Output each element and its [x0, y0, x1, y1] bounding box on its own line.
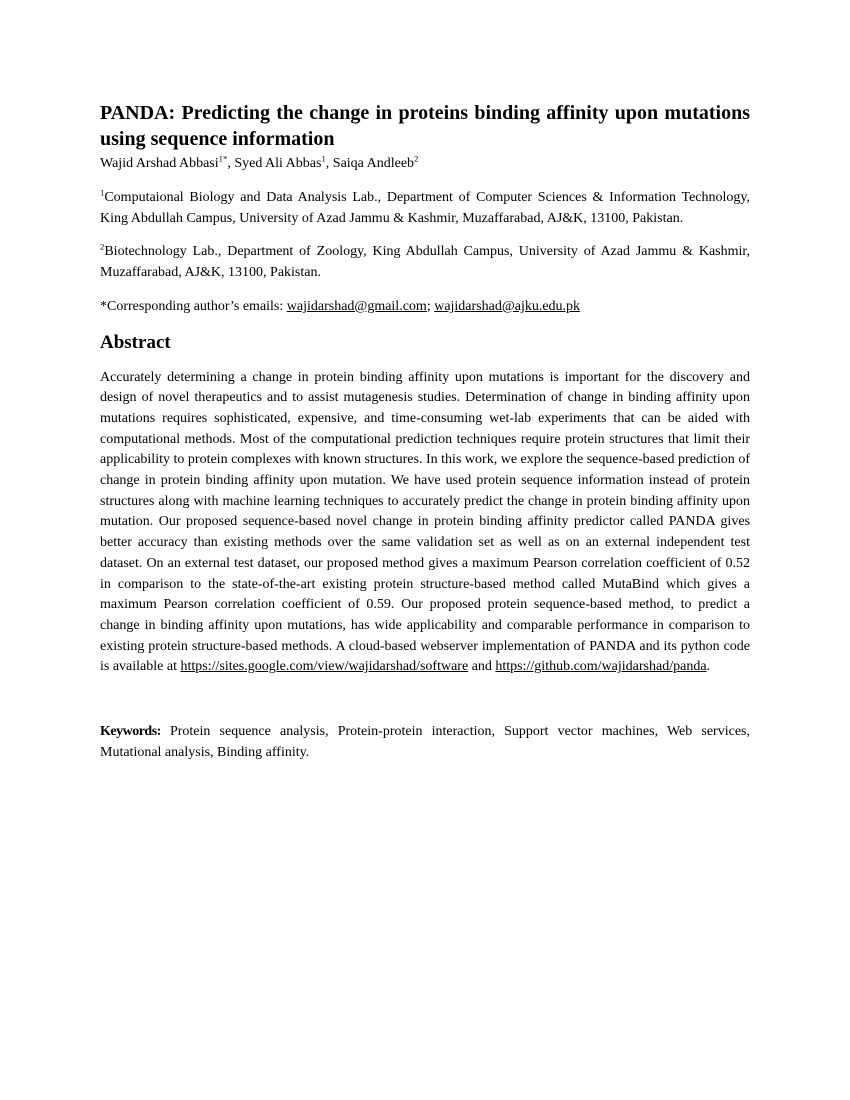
- author-name-3: Saiqa Andleeb: [332, 156, 415, 171]
- author-name-2: Syed Ali Abbas: [234, 156, 322, 171]
- keywords-text: Protein sequence analysis, Protein-protein interaction, Support vector machines, Web services, Mutational analysis, Binding affinity.: [100, 724, 750, 760]
- email-link-ajku[interactable]: wajidarshad@ajku.edu.pk: [434, 298, 581, 314]
- keywords-line: [100, 722, 750, 763]
- author-superscript-3: 2: [414, 153, 419, 164]
- corresponding-author-line: [100, 297, 750, 318]
- abstract-heading: Abstract: [100, 331, 171, 353]
- software-url-link[interactable]: https://sites.google.com/view/wajidarshad/software: [180, 659, 469, 675]
- author-superscript-2: 1: [321, 153, 326, 164]
- author-separator: ,: [325, 156, 333, 171]
- affiliation-2: [100, 242, 750, 283]
- author-line: [100, 154, 750, 174]
- abstract-paragraph: [100, 368, 750, 679]
- affiliation-1-superscript: 1: [100, 187, 105, 198]
- keywords-label: Keywords:: [100, 724, 161, 740]
- affiliation-2-text: Biotechnology Lab., Department of Zoology, King Abdullah Campus, University of Azad Jammu & Kashmir, Muzaffarabad, AJ&K, 13100, Pakistan.: [100, 244, 750, 281]
- author-superscript-1: 1*: [218, 153, 228, 164]
- affiliation-1-text: Computaional Biology and Data Analysis Lab., Department of Computer Sciences & Information Technology, King Abdullah Campus, University of Azad Jammu & Kashmir, Muzaffarabad, AJ&K, 13100, Pakistan.: [100, 190, 750, 226]
- abstract-final-period: .: [706, 659, 711, 675]
- github-url-link[interactable]: https://github.com/wajidarshad/panda: [495, 659, 707, 675]
- paper-title: PANDA: Predicting the change in proteins binding affinity upon mutations using sequence information: [100, 102, 750, 150]
- email-link-gmail[interactable]: wajidarshad@gmail.com: [286, 298, 427, 314]
- email-separator: ;: [426, 298, 435, 314]
- affiliation-1: [100, 188, 750, 229]
- author-name-1: Wajid Arshad Abbasi: [100, 156, 219, 171]
- abstract-url-connector: and: [468, 659, 496, 675]
- corresponding-prefix: *Corresponding author’s emails:: [100, 298, 287, 314]
- abstract-text: Accurately determining a change in protein binding affinity upon mutations is important for the discovery and design of novel therapeutics and to assist mutagenesis studies. Determination of change in binding affinity upon mutations requires sophisticated, expensive, and time-consuming wet-lab experiments that can be aided with computational methods. Most of the computational prediction techniques require protein structures that limit their applicability to protein complexes with known structures. In this work, we explore the sequence-based prediction of change in protein binding affinity upon mutation. We have used protein sequence information instead of protein structures along with machine learning techniques to accurately predict the change in protein binding affinity upon mutation. Our proposed sequence-based novel change in protein binding affinity predictor called PANDA gives better accuracy than existing methods over the same validation set as well as on an external independent test dataset. On an external test dataset, our proposed method gives a maximum Pearson correlation coefficient of 0.52 in comparison to the state-of-the-art existing protein structure-based method called MutaBind which gives a maximum Pearson correlation coefficient of 0.59. Our proposed protein sequence-based method, to predict a change in binding affinity upon mutations, has wide applicability and comparable performance in comparison to existing protein structure-based methods. A cloud-based webserver implementation of PANDA and its python code is available at: [100, 369, 750, 675]
- author-separator: ,: [227, 156, 235, 171]
- affiliation-2-superscript: 2: [100, 241, 105, 252]
